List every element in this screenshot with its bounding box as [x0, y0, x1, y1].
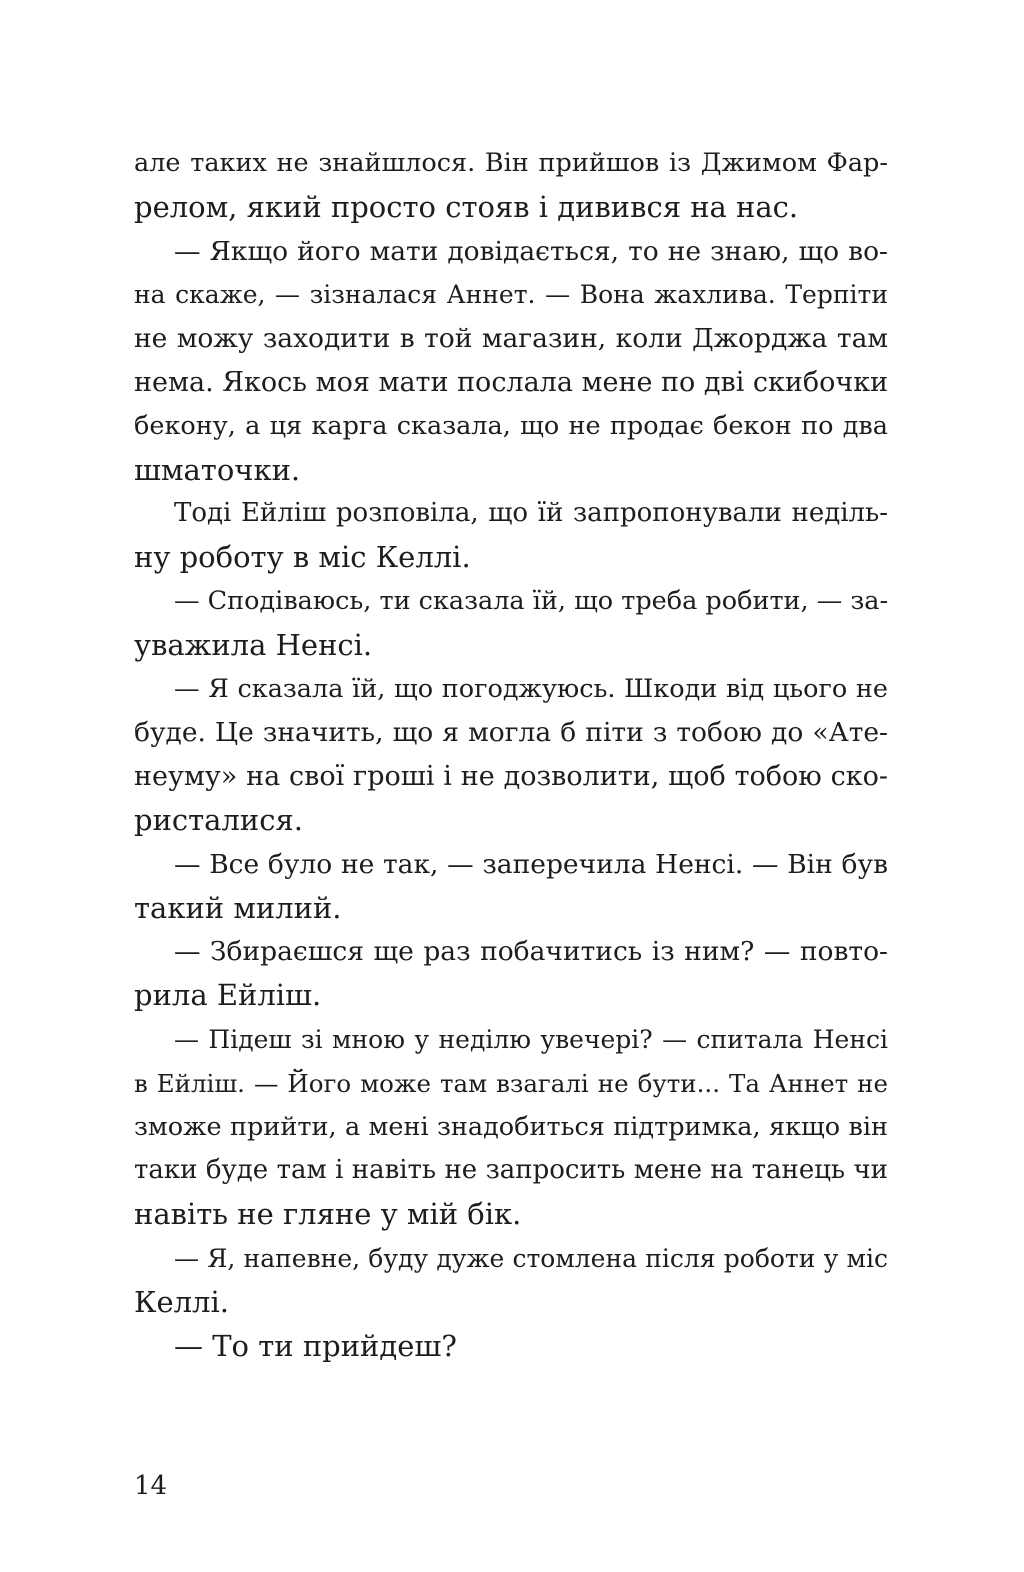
text-line: неуму» на свої гроші і не дозволити, щоб тобою ско- [134, 761, 888, 793]
text-line: шматочки. [134, 452, 301, 487]
text-line: навіть не гляне у мій бік. [134, 1197, 522, 1232]
text-line: таки буде там і навіть не запросить мене на танець чи [134, 1155, 888, 1186]
page-number: 14 [134, 1471, 168, 1501]
text-line: зможе прийти, а мені знадобиться підтримка, якщо він [134, 1111, 888, 1142]
text-line: — Все було не так, — заперечила Ненсі. — Він був [174, 848, 888, 880]
text-line: але таких не знайшлося. Він прийшов із Джимом Фар- [134, 148, 888, 178]
text-line: — Збираєшся ще раз побачитись із ним? — повто- [174, 936, 888, 968]
text-line: не можу заходити в той магазин, коли Джорджа там [134, 323, 888, 355]
text-line: такий милий. [134, 890, 342, 925]
text-line: рила Ейліш. [134, 978, 322, 1013]
text-line: ристалися. [134, 802, 303, 837]
text-line: — То ти прийдеш? [174, 1328, 457, 1363]
text-line: Келлі. [134, 1284, 229, 1319]
text-line: буде. Це значить, що я могла б піти з тобою до «Ате- [134, 717, 888, 749]
text-line: в Ейліш. — Його може там взагалі не бути... Та Аннет не [134, 1068, 888, 1098]
text-line: — Я сказала їй, що погоджуюсь. Шкоди від цього не [174, 673, 888, 704]
text-line: — Я, напевне, буду дуже стомлена після роботи у міс [174, 1243, 888, 1273]
text-line: — Сподіваюсь, ти сказала їй, що треба робити, — за- [174, 585, 889, 616]
text-line: релом, який просто стояв і дивився на нас. [134, 189, 799, 224]
text-line: Тоді Ейліш розповіла, що їй запропонували неділь- [174, 498, 888, 529]
text-line: бекону, а ця карга сказала, що не продає бекон по два [134, 410, 888, 441]
text-line: на скаже, — зізналася Аннет. — Вона жахлива. Терпіти [134, 280, 888, 310]
text-line: нема. Якось моя мати послала мене по дві скибочки [134, 366, 889, 398]
text-line: ну роботу в міс Келлі. [134, 540, 471, 575]
text-line: — Підеш зі мною у неділю увечері? — спитала Ненсі [174, 1024, 888, 1054]
body-text [134, 142, 888, 1368]
text-line: — Якщо його мати довідається, то не знаю, що во- [174, 235, 888, 267]
text-line: уважила Ненсі. [134, 627, 373, 662]
